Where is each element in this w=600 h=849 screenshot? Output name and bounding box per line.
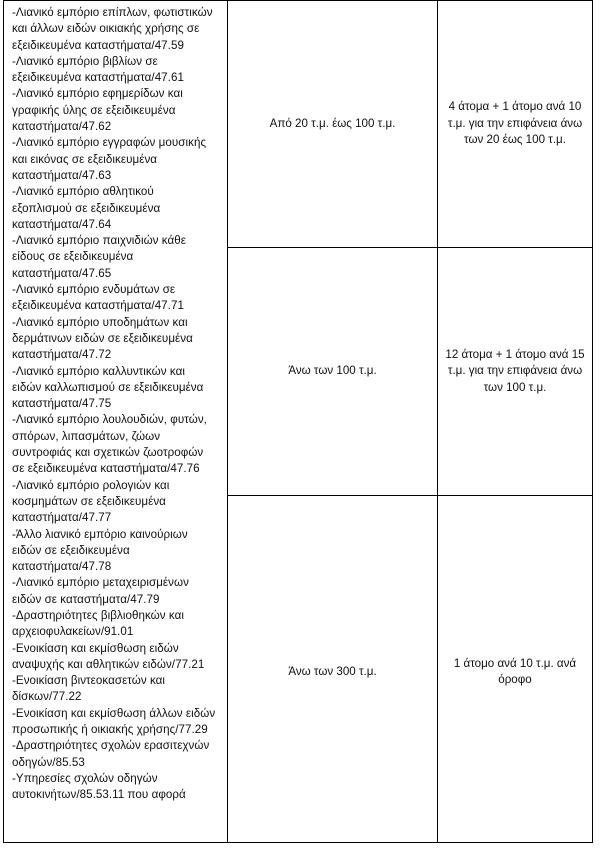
staff-column bbox=[438, 1, 592, 842]
activity-item: -Ενοικίαση και εκμίσθωση ειδών αναψυχής και αθλητικών ειδών/77.21 bbox=[12, 641, 205, 671]
activity-item: -Άλλο λιανικό εμπόριο καινούριων ειδών σε εξειδικευμένα καταστήματα/47.78 bbox=[12, 527, 188, 574]
activity-item: -Λιανικό εμπόριο βιβλίων σε εξειδικευμένα καταστήματα/47.61 bbox=[12, 54, 184, 85]
staff-cell bbox=[438, 496, 592, 842]
size-cell: Άνω των 100 τ.μ. bbox=[228, 248, 437, 496]
activity-item: -Λιανικό εμπόριο μεταχειρισμένων ειδών σε καταστήματα/47.79 bbox=[12, 576, 189, 606]
staff-text: 12 άτομα + 1 άτομο ανά 15 τ.μ. για την επιφάνεια άνω των 100 τ.μ. bbox=[445, 347, 585, 394]
activity-item: -Υπηρεσίες σχολών οδηγών αυτοκινήτων/85.53.11 που αφορά bbox=[12, 771, 186, 802]
size-column bbox=[228, 1, 438, 842]
activity-item: -Λιανικό εμπόριο υποδημάτων και δερμάτινων ειδών σε εξειδικευμένα καταστήματα/47.72 bbox=[12, 315, 193, 362]
size-cell: Άνω των 300 τ.μ. bbox=[288, 664, 377, 678]
activity-item: -Λιανικό εμπόριο καλλυντικών και ειδών καλλωπισμού σε εξειδικευμένα καταστήματα/47.75 bbox=[12, 364, 204, 411]
activity-item: -Λιανικό εμπόριο εφημερίδων και γραφικής ύλης σε εξειδικευμένα καταστήματα/47.62 bbox=[12, 87, 183, 134]
activity-item: -Λιανικό εμπόριο ρολογιών και κοσμημάτων σε εξειδικευμένα καταστήματα/47.77 bbox=[12, 478, 170, 525]
activity-item: -Λιανικό εμπόριο λουλουδιών, φυτών, σπόρων, λιπασμάτων, ζώων συντροφιάς και σχετικών ζωοτροφών σε εξειδικευμένα καταστήματα/47.76 bbox=[12, 413, 207, 476]
activities-cell bbox=[4, 1, 228, 842]
staff-text: 1 άτομο ανά 10 τ.μ. ανά όροφο bbox=[453, 656, 577, 686]
staff-cell bbox=[438, 1, 592, 248]
activity-item: -Λιανικό εμπόριο επίπλων, φωτιστικών και άλλων ειδών οικιακής χρήσης σε εξειδικευμένα καταστήματα/47.59 bbox=[12, 6, 213, 52]
capacity-table bbox=[3, 0, 593, 843]
staff-cell bbox=[438, 248, 592, 496]
activity-item: -Λιανικό εμπόριο εγγραφών μουσικής και εικόνας σε εξειδικευμένα καταστήματα/47.63 bbox=[12, 136, 207, 182]
staff-text: 4 άτομα + 1 άτομο ανά 10 τ.μ. για την επιφάνεια άνω των 20 έως 100 τ.μ. bbox=[447, 100, 583, 147]
activity-item: -Λιανικό εμπόριο παιχνιδιών κάθε είδους σε εξειδικευμένα καταστήματα/47.65 bbox=[12, 234, 186, 280]
activity-item: -Ενοικίαση και εκμίσθωση άλλων ειδών προσωπικής ή οικιακής χρήσης/77.29 bbox=[12, 706, 216, 737]
activity-item: -Δραστηριότητες σχολών ερασιτεχνών οδηγών/85.53 bbox=[12, 739, 210, 769]
activity-item: -Λιανικό εμπόριο ενδυμάτων σε εξειδικευμένα καταστήματα/47.71 bbox=[12, 283, 184, 313]
activity-item: -Δραστηριότητες βιβλιοθηκών και αρχειοφυλακείων/91.01 bbox=[12, 608, 184, 639]
activity-item: -Ενοικίαση βιντεοκασετών και δίσκων/77.22 bbox=[12, 674, 166, 704]
size-cell: Από 20 τ.μ. έως 100 τ.μ. bbox=[228, 1, 437, 248]
activity-item: -Λιανικό εμπόριο αθλητικού εξοπλισμού σε εξειδικευμένα καταστήματα/47.64 bbox=[12, 185, 161, 231]
